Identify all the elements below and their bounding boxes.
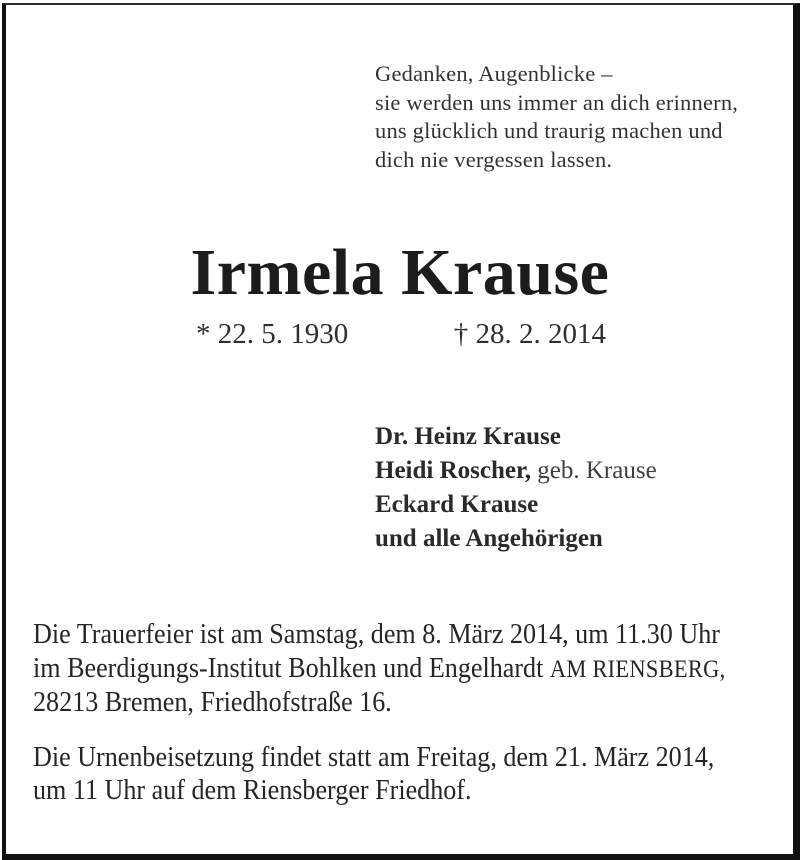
burial-line: um 11 Uhr auf dem Riensberger Friedhof. xyxy=(33,774,472,806)
burial-paragraph xyxy=(33,741,789,808)
life-dates-row xyxy=(196,318,606,351)
mourner-name xyxy=(375,488,657,522)
mourners-list xyxy=(375,420,657,556)
mourner-name-bold: und alle Angehörigen xyxy=(375,525,603,552)
funeral-institute-caps: AM RIENSBERG, xyxy=(549,655,726,683)
mourner-name xyxy=(375,454,657,488)
funeral-line xyxy=(33,652,789,687)
death-date: † 28. 2. 2014 xyxy=(453,318,606,350)
mourner-name-bold: Heidi Roscher, xyxy=(375,457,532,484)
funeral-institute-text: im Beerdigungs-Institut Bohlken und Engelhardt xyxy=(33,651,550,684)
funeral-line: 28213 Bremen, Friedhofstraße 16. xyxy=(33,686,392,718)
mourner-name-regular: geb. Krause xyxy=(531,457,657,484)
service-details xyxy=(33,618,789,808)
mourner-name-bold: Eckard Krause xyxy=(375,491,539,518)
funeral-line: Die Trauerfeier ist am Samstag, dem 8. März 2014, um 11.30 Uhr xyxy=(33,618,720,650)
deceased-name: Irmela Krause xyxy=(190,236,610,309)
funeral-service-paragraph xyxy=(33,618,789,720)
epigraph-quote xyxy=(375,60,738,174)
epigraph-line: dich nie vergessen lassen. xyxy=(375,146,613,172)
deceased-name-block xyxy=(180,238,620,307)
mourner-name-bold: Dr. Heinz Krause xyxy=(375,423,561,450)
birth-date: * 22. 5. 1930 xyxy=(196,318,349,350)
epigraph-line: sie werden uns immer an dich erinnern, xyxy=(375,89,739,115)
epigraph-line: Gedanken, Augenblicke – xyxy=(375,61,613,86)
mourner-name xyxy=(375,522,657,556)
epigraph-line: uns glücklich und traurig machen und xyxy=(375,118,723,143)
burial-line: Die Urnenbeisetzung findet statt am Freitag, dem 21. März 2014, xyxy=(33,740,715,773)
mourner-name xyxy=(375,420,657,454)
